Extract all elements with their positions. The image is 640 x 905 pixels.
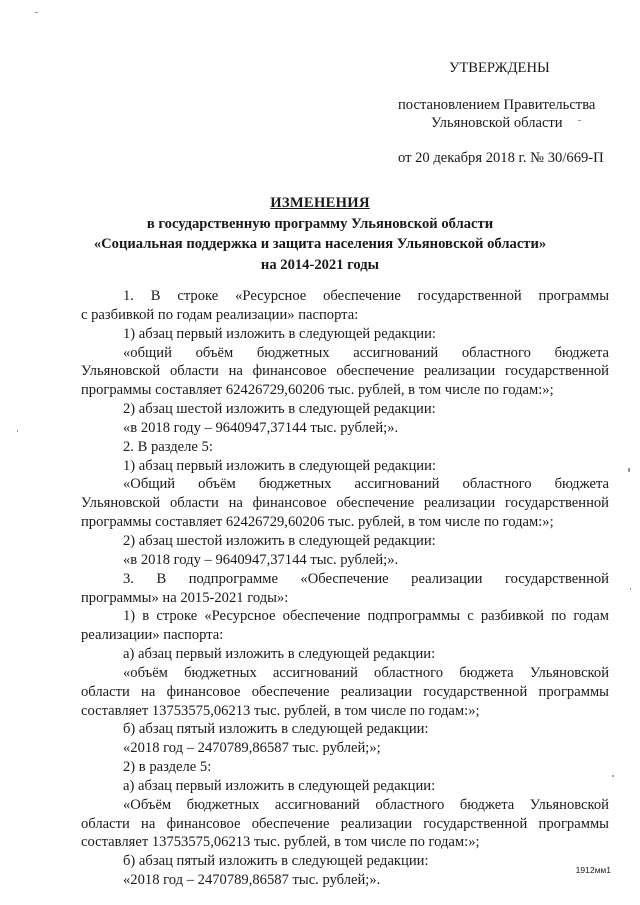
body-line: 2) абзац шестой изложить в следующей редакции: <box>123 532 436 549</box>
body-line: области на финансовое обеспечение реализации государственной программы <box>81 683 609 700</box>
body-line: программы» на 2015-2021 годы»: <box>81 589 289 606</box>
body-line: «в 2018 году – 9640947,37144 тыс. рублей;». <box>123 551 399 568</box>
body-line: 1) абзац первый изложить в следующей редакции: <box>123 457 436 474</box>
body-line: 3. В подпрограмме «Обеспечение реализации государственной <box>123 570 609 587</box>
body-line: программы составляет 62426729,60206 тыс. рублей, в том числе по годам:»; <box>81 382 554 399</box>
body-line: Ульяновской области на финансовое обеспечение реализации государственной <box>81 363 609 380</box>
body-line: 1) в строке «Ресурсное обеспечение подпрограммы с разбивкой по годам <box>123 608 609 625</box>
body-line: программы составляет 62426729,60206 тыс. рублей, в том числе по годам:»; <box>81 514 554 531</box>
approval-heading: УТВЕРЖДЕНЫ <box>449 60 550 76</box>
document-title <box>0 193 640 275</box>
body-line: 2. В разделе 5: <box>123 438 213 455</box>
body-line: составляет 13753575,06213 тыс. рублей, в том числе по годам:»; <box>81 834 480 851</box>
title-line-1: в государственную программу Ульяновской области <box>146 215 494 232</box>
title-line-2: «Социальная поддержка и защита населения Ульяновской области» <box>93 236 547 252</box>
body-line: 1. В строке «Ресурсное обеспечение государственной программы <box>123 288 609 304</box>
body-line: «2018 год – 2470789,86587 тыс. рублей;»; <box>123 740 381 757</box>
footer-code: 1912мм1 <box>575 865 611 875</box>
approval-line-2: Ульяновской области <box>431 115 563 131</box>
body-line: «объём бюджетных ассигнований областного бюджета Ульяновской <box>123 664 609 681</box>
title-line-3: на 2014-2021 годы <box>260 256 380 273</box>
document-body <box>81 287 609 890</box>
body-line: «общий объём бюджетных ассигнований областного бюджета <box>123 344 609 361</box>
approval-line-3: от 20 декабря 2018 г. № 30/669-П <box>398 150 604 166</box>
body-line: а) абзац первый изложить в следующей редакции: <box>123 777 436 794</box>
body-line: б) абзац пятый изложить в следующей редакции: <box>123 853 429 870</box>
body-line: 1) абзац первый изложить в следующей редакции: <box>123 325 436 342</box>
body-line: а) абзац первый изложить в следующей редакции: <box>123 646 436 663</box>
body-line: «Объём бюджетных ассигнований областного бюджета Ульяновской <box>123 796 609 813</box>
body-line: «2018 год – 2470789,86587 тыс. рублей;». <box>123 872 381 889</box>
body-line: с разбивкой по годам реализации» паспорта: <box>81 306 359 323</box>
body-line: Ульяновской области на финансовое обеспечение реализации государственной <box>81 495 609 512</box>
body-line: 2) абзац шестой изложить в следующей редакции: <box>123 401 436 418</box>
body-line: области на финансовое обеспечение реализации государственной программы <box>81 815 609 832</box>
approval-line-1: постановлением Правительства <box>398 97 596 113</box>
body-line: 2) в разделе 5: <box>123 759 212 776</box>
body-line: составляет 13753575,06213 тыс. рублей, в том числе по годам:»; <box>81 702 480 719</box>
body-line: б) абзац пятый изложить в следующей редакции: <box>123 721 429 738</box>
title-main: ИЗМЕНЕНИЯ <box>270 195 370 211</box>
body-line: «Общий объём бюджетных ассигнований областного бюджета <box>123 476 609 493</box>
body-line: реализации» паспорта: <box>81 627 224 644</box>
body-line: «в 2018 году – 9640947,37144 тыс. рублей;». <box>123 419 399 436</box>
